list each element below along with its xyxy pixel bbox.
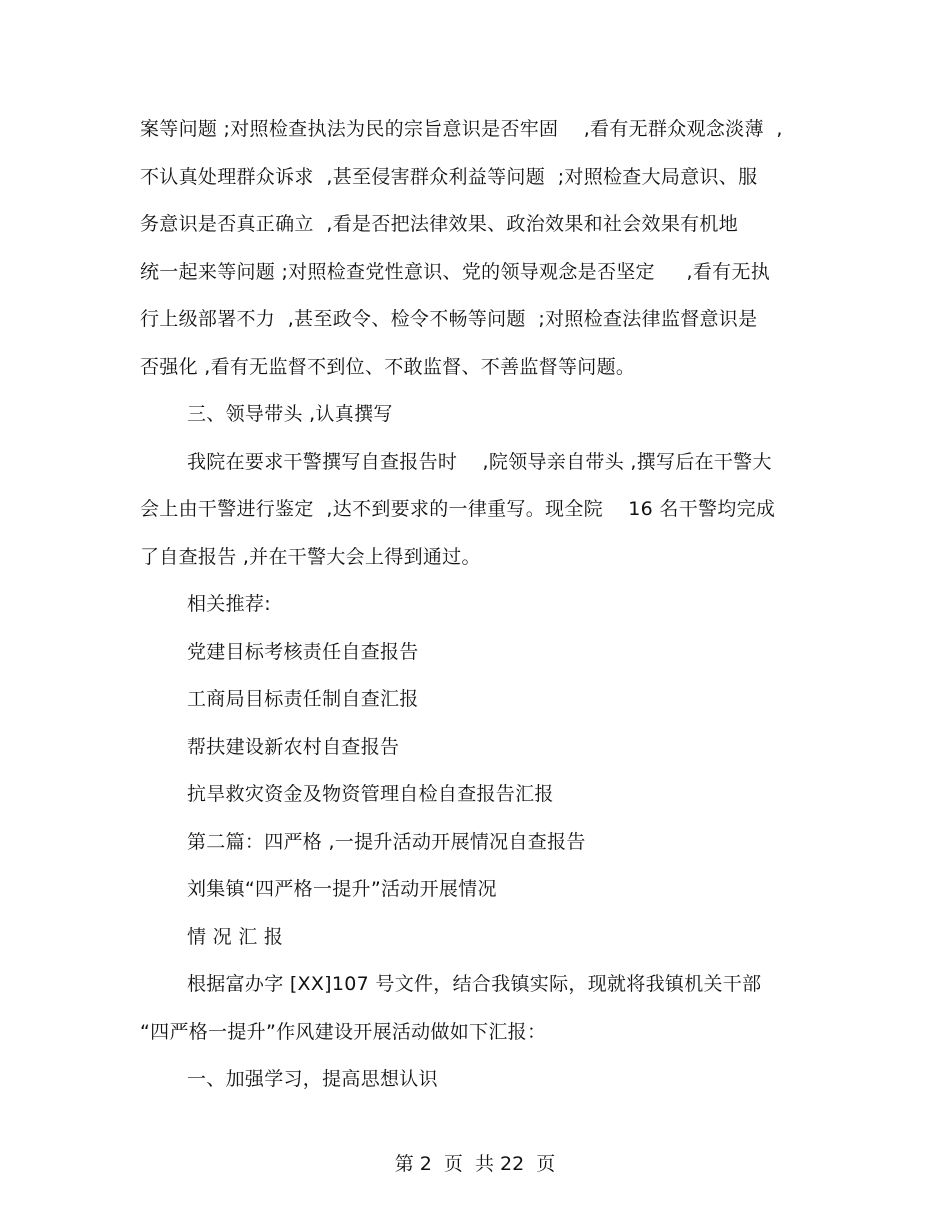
report-title: 刘集镇“四严格一提升”活动开展情况 xyxy=(187,878,497,900)
paragraph-line: 统一起来等问题 ;对照检查党性意识、党的领导观念是否坚定 ,看有无执 xyxy=(140,261,771,283)
related-heading: 相关推荐: xyxy=(187,593,271,615)
paragraph-line: 案等问题 ;对照检查执法为民的宗旨意识是否牢固 ,看有无群众观念淡薄 , xyxy=(140,118,783,140)
paragraph-line: “四严格一提升”作风建设开展活动做如下汇报： xyxy=(140,1021,547,1043)
paragraph-line: 行上级部署不力 ,甚至政令、检令不畅等问题 ;对照检查法律监督意识是 xyxy=(140,308,758,330)
related-link: 抗旱救灾资金及物资管理自检自查报告汇报 xyxy=(187,783,554,805)
related-link: 工商局目标责任制自查汇报 xyxy=(187,688,419,710)
paragraph-line: 务意识是否真正确立 ,看是否把法律效果、政治效果和社会效果有机地 xyxy=(140,213,739,235)
paragraph-line: 不认真处理群众诉求 ,甚至侵害群众利益等问题 ;对照检查大局意识、服 xyxy=(140,166,758,188)
report-subtitle: 情 况 汇 报 xyxy=(187,926,284,948)
related-link: 党建目标考核责任自查报告 xyxy=(187,641,419,663)
paragraph-line: 根据富办字 [XX]107 号文件，结合我镇实际，现就将我镇机关干部 xyxy=(187,973,762,995)
section-heading: 第二篇：四严格 ,一提升活动开展情况自查报告 xyxy=(187,831,586,853)
section-heading: 三、领导带头 ,认真撰写 xyxy=(187,403,393,425)
paragraph-line: 否强化 ,看有无监督不到位、不敢监督、不善监督等问题。 xyxy=(140,356,636,378)
section-heading: 一、加强学习，提高思想认识 xyxy=(187,1068,438,1090)
paragraph-line: 了自查报告 ,并在干警大会上得到通过。 xyxy=(140,546,481,568)
related-link: 帮扶建设新农村自查报告 xyxy=(187,736,400,758)
paragraph-line: 我院在要求干警撰写自查报告时 ,院领导亲自带头 ,撰写后在干警大 xyxy=(187,451,772,473)
page-footer: 第 2 页 共 22 页 xyxy=(394,1153,556,1175)
paragraph-line: 会上由干警进行鉴定 ,达不到要求的一律重写。现全院 16 名干警均完成 xyxy=(140,498,776,520)
